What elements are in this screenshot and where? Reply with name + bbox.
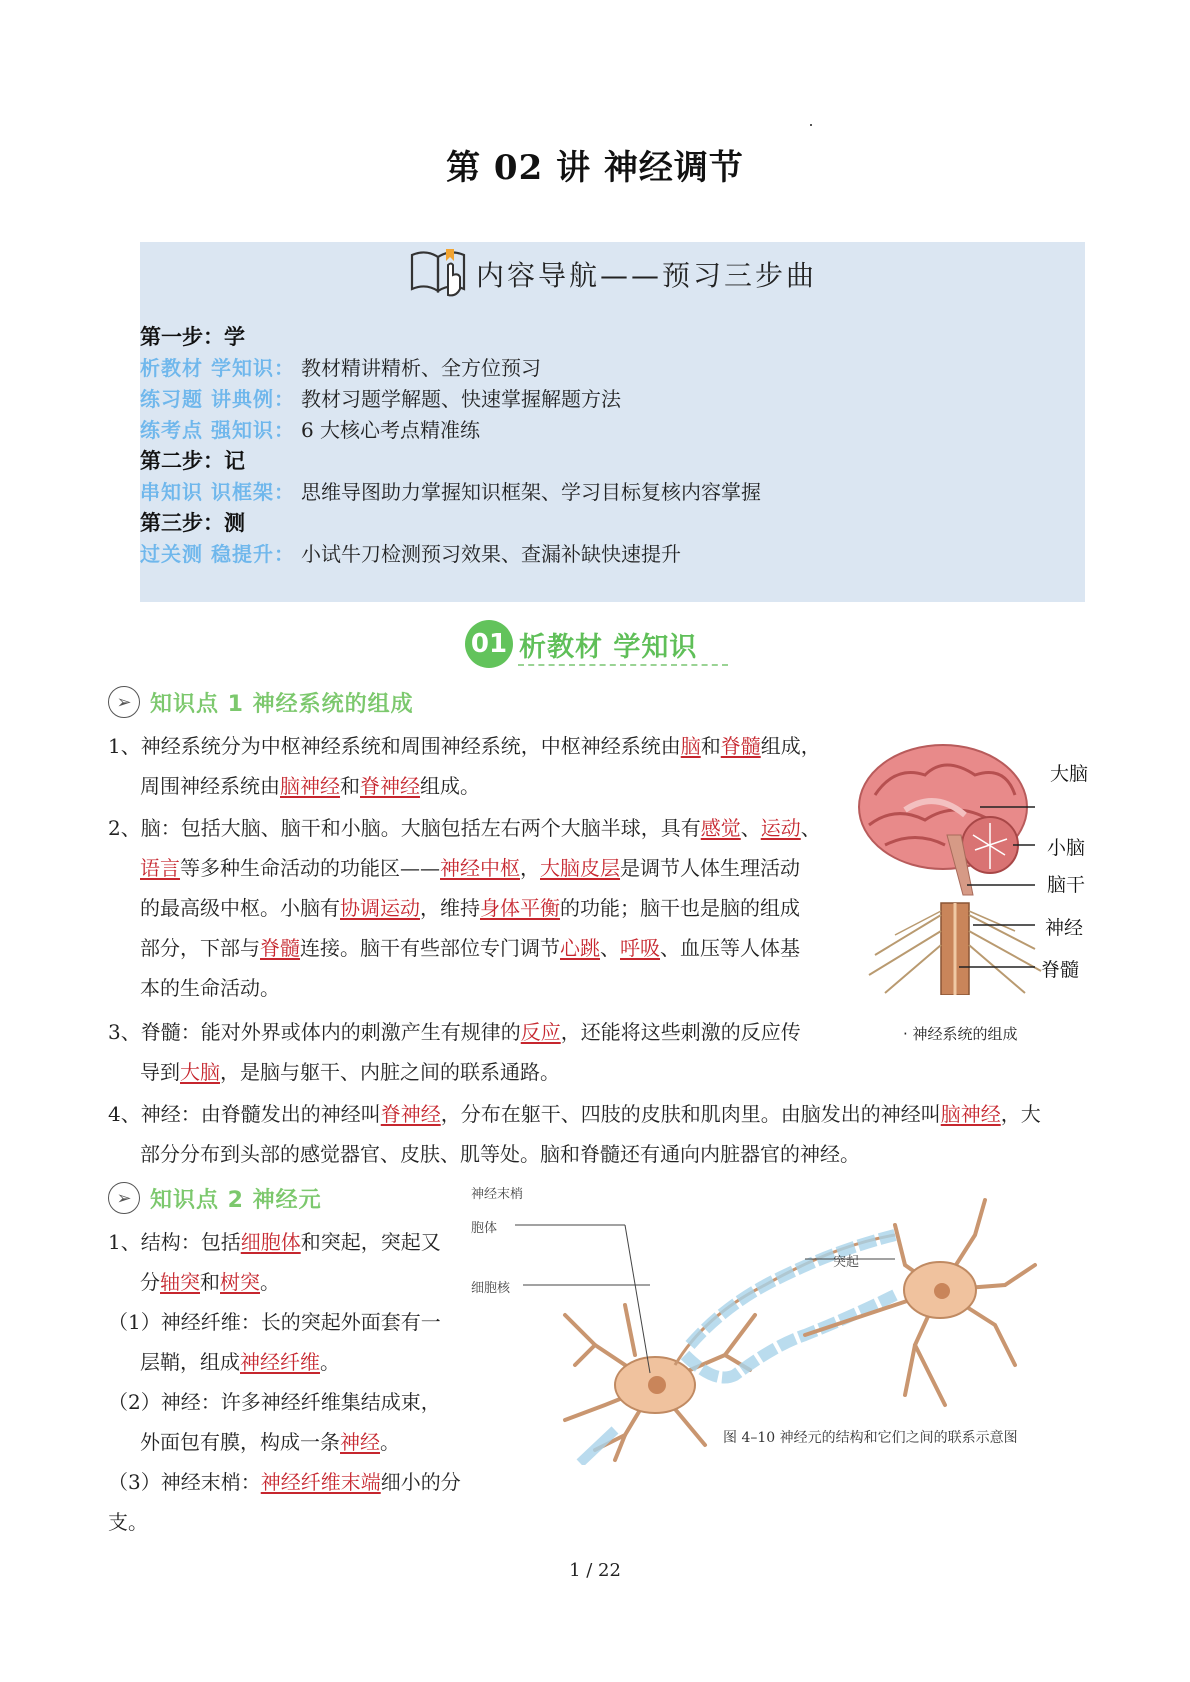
arrow-circle-icon: ➢: [108, 1182, 140, 1214]
nav-row-3: 练考点 强知识： 6 大核心考点精准练: [140, 418, 481, 442]
label-process: 突起: [833, 1255, 860, 1270]
nav-row-1: 析教材 学知识： 教材精讲精析、全方位预习: [140, 356, 541, 380]
book-hand-icon: [408, 245, 470, 303]
kp2-line-2: 分轴突和树突。: [140, 1270, 280, 1294]
step3-title: 第三步：测: [140, 510, 245, 535]
step2-title: 第二步：记: [140, 448, 245, 473]
kp1-paragraph-2: 2、脑：包括大脑、脑干和小脑。大脑包括左右两个大脑半球，具有感觉、运动、 语言等多种生命活动的功能区——神经中枢，大脑皮层是调节人体生理活动 的最高级中枢。小脑有协调运动，维持身体平衡的功能；脑干也是脑的组成 部分，下部与脊髓连接。脑干有些部位专门调节心跳、呼吸、血压等人体基 本的生命活动。: [108, 816, 821, 1000]
nervous-system-figure: [855, 735, 1095, 1055]
label-nerve-terminal: 神经末梢: [471, 1187, 524, 1202]
kp2-line-6: 外面包有膜，构成一条神经。: [140, 1430, 400, 1454]
kp2-line-7: （3）神经末梢：神经纤维末端细小的分支。: [108, 1470, 461, 1534]
kp2-line-4: 层鞘，组成神经纤维。: [140, 1350, 340, 1374]
kp2-text: [108, 1222, 478, 1542]
kp1-paragraph-4: 4、神经：由脊髓发出的神经叫脊神经，分布在躯干、四肢的皮肤和肌肉里。由脑发出的神经叫脑神经，大 部分分布到头部的感觉器官、皮肤、肌等处。脑和脊髓还有通向内脏器官的神经。: [108, 1102, 1041, 1166]
label-spinal-cord: 脊髓: [1041, 959, 1080, 981]
neuron-figure: [471, 1187, 1095, 1465]
kp2-line-1: 1、结构：包括细胞体和突起，突起又: [108, 1230, 441, 1254]
nav-heading-text: 内容导航——预习三步曲: [475, 259, 817, 292]
kp2-line-5: （2）神经：许多神经纤维集结成束，: [108, 1390, 441, 1414]
section-label: 析教材 学知识: [519, 631, 698, 663]
nav-heading: [140, 245, 1085, 303]
kp2-line-3: （1）神经纤维：长的突起外面套有一: [108, 1310, 441, 1334]
label-cerebrum: 大脑: [1050, 763, 1089, 785]
label-cerebellum: 小脑: [1047, 837, 1086, 859]
kp1-paragraph-3: 3、脊髓：能对外界或体内的刺激产生有规律的反应，还能将这些刺激的反应传 导到大脑，是脑与躯干、内脏之间的联系通路。: [108, 1020, 801, 1084]
label-brainstem: 脑干: [1047, 874, 1086, 896]
nav-row-4: 串知识 识框架： 思维导图助力掌握知识框架、学习目标复核内容掌握: [140, 480, 761, 504]
figure-caption-nervous-system: · 神经系统的组成: [903, 1025, 1018, 1043]
label-nerve: 神经: [1045, 917, 1084, 939]
nav-row-2: 练习题 讲典例： 教材习题学解题、快速掌握解题方法: [140, 387, 621, 411]
dot-mark: [810, 124, 812, 126]
kp2-heading: ➢ 知识点 2 神经元: [108, 1182, 322, 1214]
page-title: 第 02 讲 神经调节: [446, 148, 744, 188]
kp1-paragraph-1: 1、神经系统分为中枢神经系统和周围神经系统，中枢神经系统由脑和脊髓组成， 周围神经系统由脑神经和脊神经组成。: [108, 734, 821, 798]
step1-title: 第一步：学: [140, 324, 245, 349]
section-number: 01: [465, 620, 513, 668]
label-nucleus: 细胞核: [471, 1281, 511, 1296]
figure-caption-neuron: 图 4–10 神经元的结构和它们之间的联系示意图: [723, 1430, 1018, 1446]
arrow-circle-icon: ➢: [108, 686, 140, 718]
neuron-illustration: [475, 1195, 1095, 1465]
label-cell-body: 胞体: [471, 1221, 498, 1236]
page-number: 1 / 22: [569, 1560, 621, 1581]
kp1-heading: ➢ 知识点 1 神经系统的组成: [108, 686, 414, 718]
section-underline: [518, 664, 728, 666]
nav-row-5: 过关测 稳提升： 小试牛刀检测预习效果、查漏补缺快速提升: [140, 542, 681, 566]
